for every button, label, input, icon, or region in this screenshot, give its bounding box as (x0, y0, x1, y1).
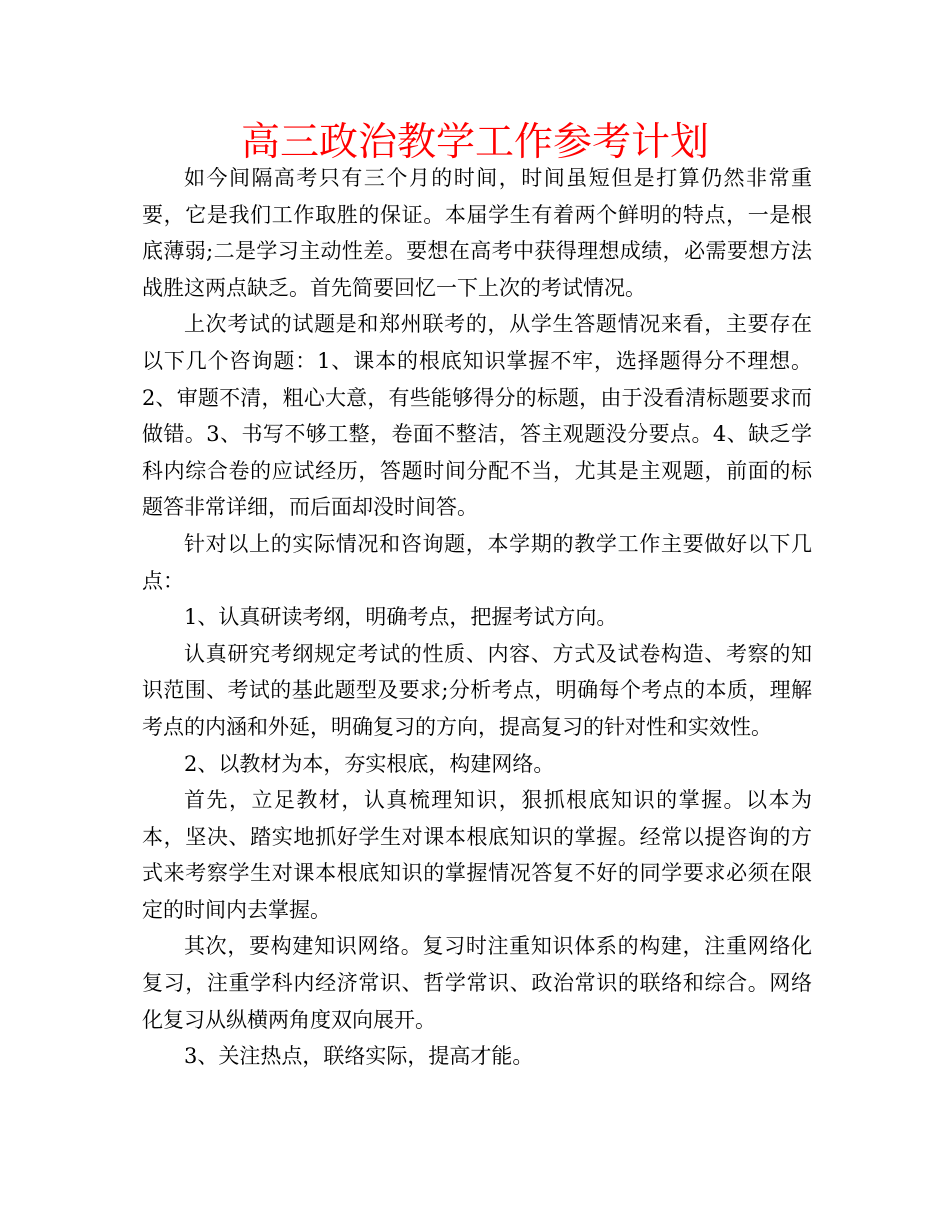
document-title: 高三政治教学工作参考计划 (240, 120, 709, 165)
paragraph-exam-problems: 上次考试的试题是和郑州联考的，从学生答题情况来看，主要存在以下几个咨询题：1、课本的根底知识掌握不牢，选择题得分不理想。2、审题不清，粗心大意，有些能够得分的标题，由于没看清标题要求而做错。3、书写不够工整，卷面不整洁，答主观题没分要点。4、缺乏学科内综合卷的应试经历，答题时间分配不当，尤其是主观题，前面的标题答非常详细，而后面却没时间答。 (142, 312, 812, 520)
paragraph-point-2-heading: 2、以教材为本，夯实根底，构建网络。 (184, 751, 555, 776)
paragraph-point-3-heading: 3、关注热点，联络实际，提高才能。 (184, 1044, 534, 1069)
paragraph-point-2-first: 首先，立足教材，认真梳理知识，狠抓根底知识的掌握。以本为本，坚决、踏实地抓好学生对课本根底知识的掌握。经常以提咨询的方式来考察学生对课本根底知识的掌握情况答复不好的同学要求必须在限定的时间内去掌握。 (142, 788, 812, 922)
document-body (142, 160, 812, 1075)
paragraph-point-2-second: 其次，要构建知识网络。复习时注重知识体系的构建，注重网络化复习，注重学科内经济常识、哲学常识、政治常识的联络和综合。网络化复习从纵横两角度双向展开。 (142, 934, 812, 1032)
paragraph-plan-intro: 针对以上的实际情况和咨询题，本学期的教学工作主要做好以下几点： (142, 531, 812, 593)
paragraph-point-1-heading: 1、认真研读考纲，明确考点，把握考试方向。 (184, 605, 618, 630)
paragraph-point-1-detail: 认真研究考纲规定考试的性质、内容、方式及试卷构造、考察的知识范围、考试的基此题型及要求;分析考点，明确每个考点的本质，理解考点的内涵和外延，明确复习的方向，提高复习的针对性和实效性。 (142, 641, 812, 739)
paragraph-intro: 如今间隔高考只有三个月的时间，时间虽短但是打算仍然非常重要，它是我们工作取胜的保证。本届学生有着两个鲜明的特点，一是根底薄弱;二是学习主动性差。要想在高考中获得理想成绩，必需要想方法战胜这两点缺乏。首先简要回忆一下上次的考试情况。 (142, 166, 812, 300)
